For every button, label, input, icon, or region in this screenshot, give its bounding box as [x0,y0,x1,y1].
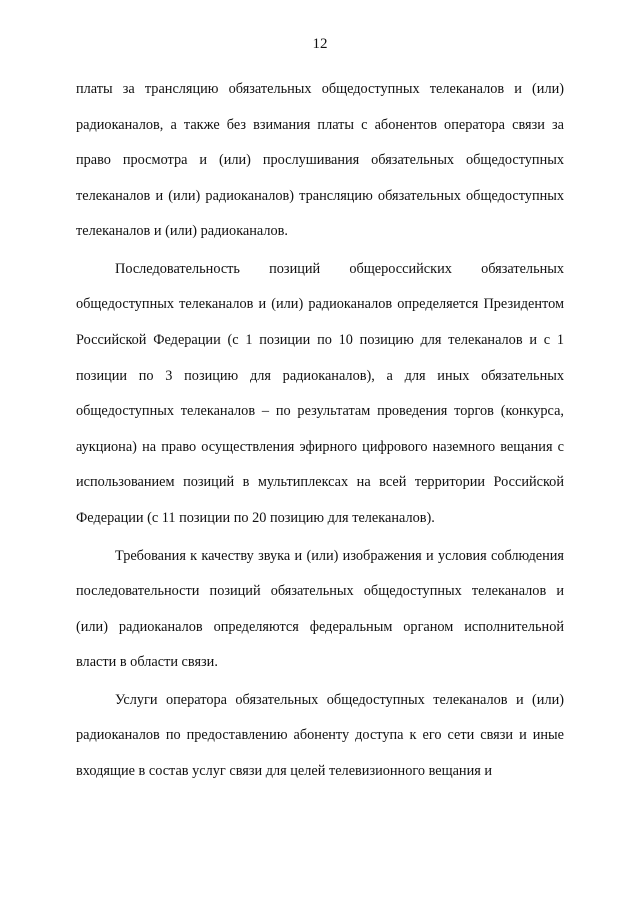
document-body [76,72,564,791]
paragraph-position-sequence: Последовательность позиций общероссийских обязательных общедоступных телеканалов и (или) радиоканалов определяется Президентом Российской Федерации (с 1 позиции по 10 позицию для телеканалов и с 1 позиции по 3 позицию для радиоканалов), а для иных обязательных общедоступных телеканалов – по результатам проведения торгов (конкурса, аукциона) на право осуществления эфирного цифрового наземного вещания с использованием позиций в мультиплексах на всей территории Российской Федерации (с 11 позиции по 20 позицию для телеканалов). [76,260,564,527]
paragraph-operator-services: Услуги оператора обязательных общедоступных телеканалов и (или) радиоканалов по предоставлению абоненту доступа к его сети связи и иные входящие в состав услуг связи для целей телевизионного вещания и [76,691,564,779]
paragraph-quality-requirements: Требования к качеству звука и (или) изображения и условия соблюдения последовательности позиций обязательных общедоступных телеканалов и (или) радиоканалов определяются федеральным органом исполнительной власти в области связи. [76,547,564,671]
paragraph-continuation: платы за трансляцию обязательных общедоступных телеканалов и (или) радиоканалов, а также без взимания платы с абонентов оператора связи за право просмотра и (или) прослушивания обязательных общедоступных телеканалов и (или) радиоканалов) трансляцию обязательных общедоступных телеканалов и (или) радиоканалов. [76,81,564,240]
page-number: 12 [312,36,328,52]
